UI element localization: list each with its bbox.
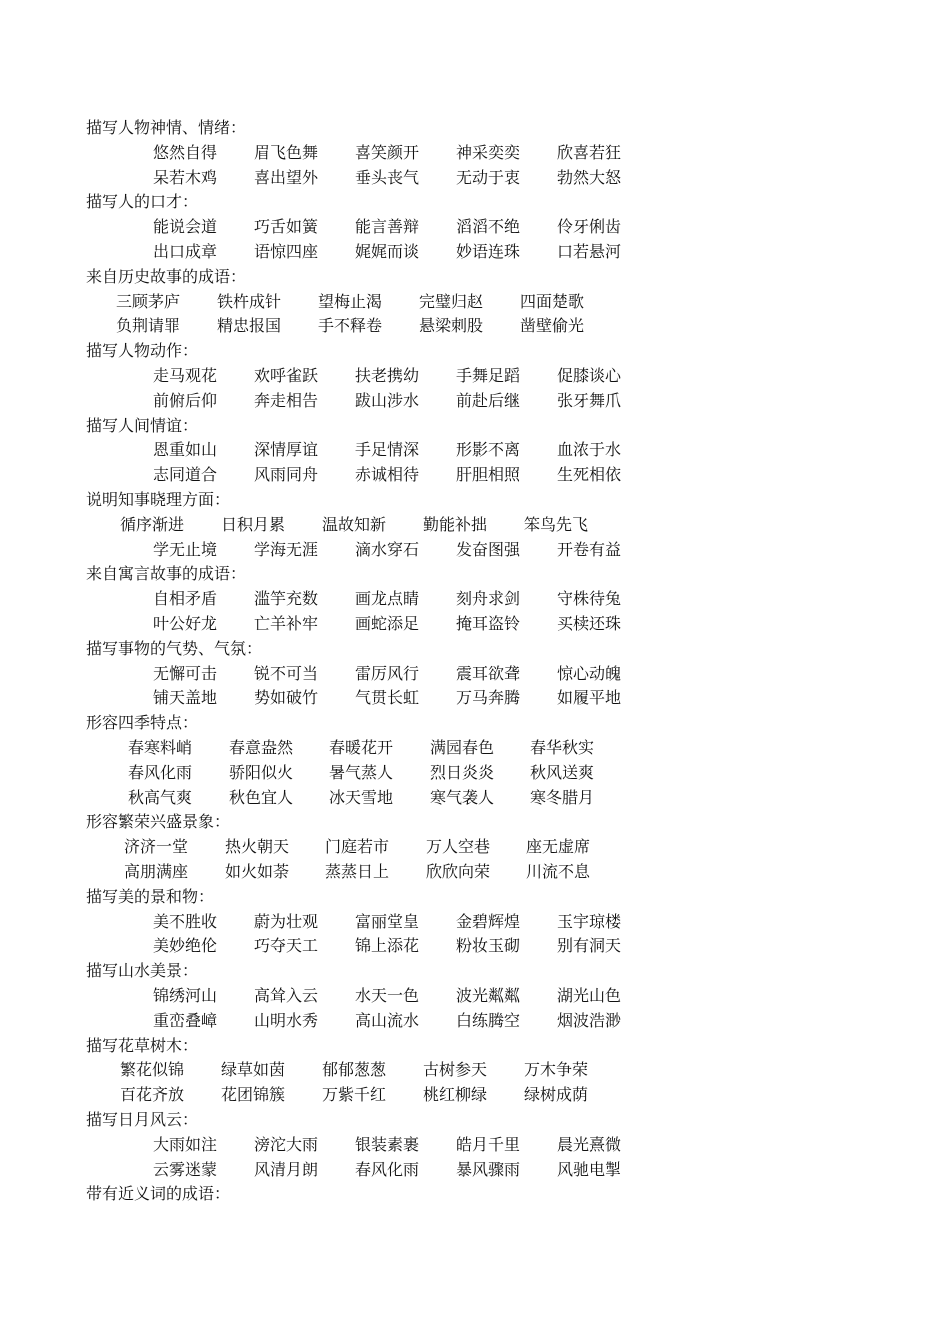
idiom: 烈日炎炎	[430, 763, 495, 782]
idiom: 湖光山色	[557, 986, 622, 1005]
idiom: 如火如荼	[225, 862, 290, 881]
idiom-row	[0, 1057, 950, 1082]
idiom-row	[0, 685, 950, 710]
idiom: 精忠报国	[217, 316, 282, 335]
idiom-row	[0, 462, 950, 487]
idiom: 波光粼粼	[456, 986, 521, 1005]
section-heading: 带有近义词的成语：	[86, 1184, 231, 1203]
idiom: 古树参天	[423, 1060, 488, 1079]
idiom: 伶牙俐齿	[557, 217, 622, 236]
idiom: 高耸入云	[254, 986, 319, 1005]
idiom: 悬梁刺股	[419, 316, 484, 335]
idiom: 绿草如茵	[221, 1060, 286, 1079]
section-heading: 描写花草树木：	[86, 1036, 199, 1055]
idiom: 滴水穿石	[355, 540, 420, 559]
idiom: 百花齐放	[120, 1085, 185, 1104]
idiom: 锦绣河山	[153, 986, 218, 1005]
idiom-row	[0, 214, 950, 239]
idiom: 暴风骤雨	[456, 1160, 521, 1179]
idiom-row	[0, 735, 950, 760]
idiom: 寒冬腊月	[530, 788, 595, 807]
idiom: 走马观花	[153, 366, 218, 385]
idiom: 妙语连珠	[456, 242, 521, 261]
idiom: 呆若木鸡	[153, 168, 218, 187]
idiom: 张牙舞爪	[557, 391, 622, 410]
idiom: 春寒料峭	[128, 738, 193, 757]
idiom: 风雨同舟	[254, 465, 319, 484]
idiom-row	[0, 537, 950, 562]
section-heading: 描写日月风云：	[86, 1110, 199, 1129]
idiom-row	[0, 933, 950, 958]
idiom-row	[0, 289, 950, 314]
idiom: 粉妆玉砌	[456, 936, 521, 955]
idiom: 蔚为壮观	[254, 912, 319, 931]
idiom: 前俯后仰	[153, 391, 218, 410]
idiom: 高山流水	[355, 1011, 420, 1030]
idiom-row	[0, 760, 950, 785]
idiom: 三顾茅庐	[116, 292, 181, 311]
idiom-row	[0, 1082, 950, 1107]
idiom: 能言善辩	[355, 217, 420, 236]
idiom: 出口成章	[153, 242, 218, 261]
idiom: 扶老携幼	[355, 366, 420, 385]
idiom: 跋山涉水	[355, 391, 420, 410]
idiom: 富丽堂皇	[355, 912, 420, 931]
idiom-row	[0, 437, 950, 462]
idiom: 血浓于水	[557, 440, 622, 459]
idiom: 繁花似锦	[120, 1060, 185, 1079]
idiom: 晨光熹微	[557, 1135, 622, 1154]
idiom-row	[0, 859, 950, 884]
idiom-row	[0, 586, 950, 611]
idiom: 赤诚相待	[355, 465, 420, 484]
idiom: 手不释卷	[318, 316, 383, 335]
idiom-row	[0, 1008, 950, 1033]
idiom-row	[0, 983, 950, 1008]
idiom: 皓月千里	[456, 1135, 521, 1154]
section-heading: 描写人间情谊：	[86, 416, 199, 435]
idiom: 秋风送爽	[530, 763, 595, 782]
idiom: 冰天雪地	[329, 788, 394, 807]
idiom-row	[0, 611, 950, 636]
idiom-row	[0, 785, 950, 810]
idiom: 日积月累	[221, 515, 286, 534]
idiom-row	[0, 165, 950, 190]
idiom: 学海无涯	[254, 540, 319, 559]
idiom: 如履平地	[557, 688, 622, 707]
idiom: 自相矛盾	[153, 589, 218, 608]
idiom: 欣欣向荣	[426, 862, 491, 881]
idiom: 能说会道	[153, 217, 218, 236]
section-heading: 形容繁荣兴盛景象：	[86, 812, 231, 831]
idiom-row	[0, 834, 950, 859]
section-heading: 描写美的景和物：	[86, 887, 215, 906]
idiom: 雷厉风行	[355, 664, 420, 683]
section-heading: 描写山水美景：	[86, 961, 199, 980]
section-heading: 描写事物的气势、气氛：	[86, 639, 263, 658]
idiom: 负荆请罪	[116, 316, 181, 335]
idiom: 热火朝天	[225, 837, 290, 856]
idiom-row	[0, 239, 950, 264]
section-heading: 说明知事晓理方面：	[86, 490, 231, 509]
idiom-row	[0, 661, 950, 686]
idiom: 铁杵成针	[217, 292, 282, 311]
idiom: 巧夺天工	[254, 936, 319, 955]
idiom: 望梅止渴	[318, 292, 383, 311]
idiom: 满园春色	[430, 738, 495, 757]
idiom: 秋色宜人	[229, 788, 294, 807]
idiom: 白练腾空	[456, 1011, 521, 1030]
idiom: 高朋满座	[124, 862, 189, 881]
idiom: 门庭若市	[325, 837, 390, 856]
idiom: 春暖花开	[329, 738, 394, 757]
idiom: 叶公好龙	[153, 614, 218, 633]
idiom: 惊心动魄	[557, 664, 622, 683]
idiom: 铺天盖地	[153, 688, 218, 707]
idiom: 无动于衷	[456, 168, 521, 187]
idiom: 春风化雨	[355, 1160, 420, 1179]
idiom: 锦上添花	[355, 936, 420, 955]
idiom: 循序渐进	[120, 515, 185, 534]
section-heading: 描写人物神情、情绪：	[86, 118, 247, 137]
idiom: 口若悬河	[557, 242, 622, 261]
idiom: 风驰电掣	[557, 1160, 622, 1179]
idiom: 滥竽充数	[254, 589, 319, 608]
idiom: 大雨如注	[153, 1135, 218, 1154]
idiom-row	[0, 909, 950, 934]
idiom: 肝胆相照	[456, 465, 521, 484]
idiom: 温故知新	[322, 515, 387, 534]
section-heading: 描写人物动作：	[86, 341, 199, 360]
section-heading: 形容四季特点：	[86, 713, 199, 732]
idiom: 春风化雨	[128, 763, 193, 782]
idiom: 垂头丧气	[355, 168, 420, 187]
idiom-row	[0, 363, 950, 388]
idiom: 座无虚席	[526, 837, 591, 856]
idiom: 眉飞色舞	[254, 143, 319, 162]
idiom: 秋高气爽	[128, 788, 193, 807]
idiom: 万紫千红	[322, 1085, 387, 1104]
idiom: 济济一堂	[124, 837, 189, 856]
section-heading: 描写人的口才：	[86, 192, 199, 211]
idiom: 蒸蒸日上	[325, 862, 390, 881]
idiom: 志同道合	[153, 465, 218, 484]
idiom: 烟波浩渺	[557, 1011, 622, 1030]
idiom: 前赴后继	[456, 391, 521, 410]
idiom: 勤能补拙	[423, 515, 488, 534]
idiom: 勃然大怒	[557, 168, 622, 187]
idiom: 欣喜若狂	[557, 143, 622, 162]
idiom: 悠然自得	[153, 143, 218, 162]
idiom-row	[0, 140, 950, 165]
idiom: 万马奔腾	[456, 688, 521, 707]
section-heading: 来自寓言故事的成语：	[86, 564, 247, 583]
idiom: 绿树成荫	[524, 1085, 589, 1104]
idiom: 花团锦簇	[221, 1085, 286, 1104]
idiom: 郁郁葱葱	[322, 1060, 387, 1079]
idiom: 震耳欲聋	[456, 664, 521, 683]
idiom: 别有洞天	[557, 936, 622, 955]
idiom: 画龙点睛	[355, 589, 420, 608]
idiom: 气贯长虹	[355, 688, 420, 707]
idiom: 滔滔不绝	[456, 217, 521, 236]
idiom: 形影不离	[456, 440, 521, 459]
idiom: 学无止境	[153, 540, 218, 559]
idiom: 语惊四座	[254, 242, 319, 261]
idiom: 银装素裹	[355, 1135, 420, 1154]
idiom: 促膝谈心	[557, 366, 622, 385]
idiom: 锐不可当	[254, 664, 319, 683]
idiom: 完璧归赵	[419, 292, 484, 311]
idiom: 深情厚谊	[254, 440, 319, 459]
idiom: 美不胜收	[153, 912, 218, 931]
idiom: 寒气袭人	[430, 788, 495, 807]
idiom: 恩重如山	[153, 440, 218, 459]
section-heading: 来自历史故事的成语：	[86, 267, 247, 286]
idiom: 刻舟求剑	[456, 589, 521, 608]
idiom: 重峦叠嶂	[153, 1011, 218, 1030]
idiom: 生死相依	[557, 465, 622, 484]
idiom: 亡羊补牢	[254, 614, 319, 633]
idiom-row	[0, 512, 950, 537]
idiom: 四面楚歌	[520, 292, 585, 311]
idiom: 守株待兔	[557, 589, 622, 608]
idiom: 暑气蒸人	[329, 763, 394, 782]
idiom: 发奋图强	[456, 540, 521, 559]
idiom: 风清月朗	[254, 1160, 319, 1179]
idiom: 美妙绝伦	[153, 936, 218, 955]
idiom: 手舞足蹈	[456, 366, 521, 385]
idiom: 云雾迷蒙	[153, 1160, 218, 1179]
idiom: 春意盎然	[229, 738, 294, 757]
idiom: 玉宇琼楼	[557, 912, 622, 931]
idiom: 骄阳似火	[229, 763, 294, 782]
idiom: 山明水秀	[254, 1011, 319, 1030]
idiom: 水天一色	[355, 986, 420, 1005]
idiom: 奔走相告	[254, 391, 319, 410]
idiom: 滂沱大雨	[254, 1135, 319, 1154]
idiom: 万木争荣	[524, 1060, 589, 1079]
idiom: 巧舌如簧	[254, 217, 319, 236]
idiom: 买椟还珠	[557, 614, 622, 633]
idiom: 喜笑颜开	[355, 143, 420, 162]
idiom-row	[0, 1132, 950, 1157]
idiom: 开卷有益	[557, 540, 622, 559]
idiom: 春华秋实	[530, 738, 595, 757]
idiom-row	[0, 388, 950, 413]
idiom: 手足情深	[355, 440, 420, 459]
idiom: 掩耳盗铃	[456, 614, 521, 633]
idiom: 凿壁偷光	[520, 316, 585, 335]
idiom: 川流不息	[526, 862, 591, 881]
idiom: 万人空巷	[426, 837, 491, 856]
idiom: 神采奕奕	[456, 143, 521, 162]
idiom: 欢呼雀跃	[254, 366, 319, 385]
idiom-row	[0, 1157, 950, 1182]
idiom: 无懈可击	[153, 664, 218, 683]
idiom: 桃红柳绿	[423, 1085, 488, 1104]
idiom: 喜出望外	[254, 168, 319, 187]
idiom: 势如破竹	[254, 688, 319, 707]
idiom: 画蛇添足	[355, 614, 420, 633]
idiom: 笨鸟先飞	[524, 515, 589, 534]
idiom: 娓娓而谈	[355, 242, 420, 261]
idiom: 金碧辉煌	[456, 912, 521, 931]
idiom-row	[0, 313, 950, 338]
